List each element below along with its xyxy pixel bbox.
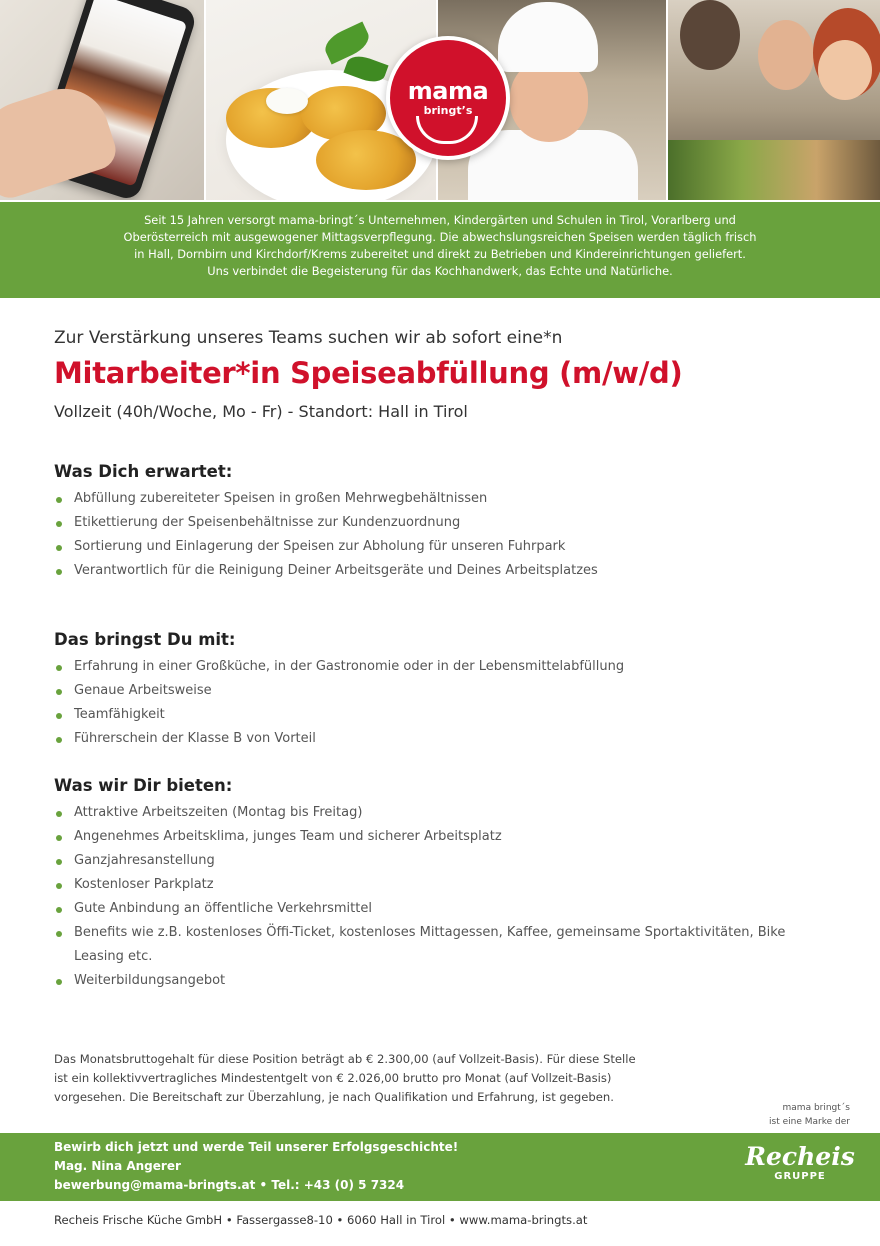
- chef-hat-image: [498, 2, 598, 72]
- footer-address: Recheis Frische Küche GmbH • Fassergasse8-10 • 6060 Hall in Tirol • www.mama-bringts.at: [54, 1213, 588, 1227]
- photo-people-eating: [668, 0, 880, 200]
- salary-info: [54, 1050, 694, 1107]
- list-item: Verantwortlich für die Reinigung Deiner Arbeitsgeräte und Deines Arbeitsplatzes: [54, 559, 834, 583]
- contact-details[interactable]: bewerbung@mama-bringts.at • Tel.: +43 (0) 5 7324: [54, 1178, 405, 1192]
- intro-line-3: in Hall, Dornbirn und Kirchdorf/Krems zubereitet und direkt zu Betrieben und Kindereinrichtungen geliefert.: [134, 247, 746, 261]
- section-bring-list: [54, 655, 834, 751]
- mama-bringts-logo: [386, 36, 510, 160]
- list-item: Abfüllung zubereiteter Speisen in großen Mehrwegbehältnissen: [54, 487, 834, 511]
- list-item: Teamfähigkeit: [54, 703, 834, 727]
- brand-note: [740, 1101, 850, 1129]
- intro-line-4: Uns verbindet die Begeisterung für das Kochhandwerk, das Echte und Natürliche.: [207, 264, 673, 278]
- logo-line1: mama: [407, 77, 489, 105]
- list-item: Benefits wie z.B. kostenloses Öffi-Ticket, kostenloses Mittagessen, Kaffee, gemeinsame Sportaktivitäten, Bike Leasing etc.: [54, 921, 834, 969]
- section-expect-list: [54, 487, 834, 583]
- list-item: Etikettierung der Speisenbehältnisse zur Kundenzuordnung: [54, 511, 834, 535]
- salary-line-3: vorgesehen. Die Bereitschaft zur Überzahlung, je nach Qualifikation und Erfahrung, ist gegeben.: [54, 1090, 614, 1104]
- brand-note-line-2: ist eine Marke der: [769, 1117, 850, 1127]
- list-item: Ganzjahresanstellung: [54, 849, 834, 873]
- list-item: Genaue Arbeitsweise: [54, 679, 834, 703]
- list-item: Erfahrung in einer Großküche, in der Gastronomie oder in der Lebensmittelabfüllung: [54, 655, 834, 679]
- list-item: Attraktive Arbeitszeiten (Montag bis Freitag): [54, 801, 834, 825]
- section-bring: [54, 630, 834, 751]
- brand-note-line-1: mama bringt´s: [782, 1103, 850, 1113]
- job-subtitle: Vollzeit (40h/Woche, Mo - Fr) - Standort: Hall in Tirol: [54, 402, 468, 421]
- list-item: Führerschein der Klasse B von Vorteil: [54, 727, 834, 751]
- list-item: Angenehmes Arbeitsklima, junges Team und sicherer Arbeitsplatz: [54, 825, 834, 849]
- salary-line-1: Das Monatsbruttogehalt für diese Position beträgt ab € 2.300,00 (auf Vollzeit-Basis). Für diese Stelle: [54, 1052, 636, 1066]
- contact-band: [0, 1133, 880, 1201]
- section-expect: [54, 462, 834, 583]
- section-bring-heading: Das bringst Du mit:: [54, 630, 236, 649]
- photo-smartphone-app: [0, 0, 204, 200]
- section-expect-heading: Was Dich erwartet:: [54, 462, 233, 481]
- header-photo-strip: [0, 0, 880, 200]
- intro-band: [0, 202, 880, 298]
- recheis-logo-name: Recheis: [745, 1142, 855, 1171]
- list-item: Weiterbildungsangebot: [54, 969, 834, 993]
- recheis-logo-sub: GRUPPE: [774, 1171, 826, 1182]
- logo-smile-icon: [416, 116, 478, 144]
- salary-line-2: ist ein kollektivvertragliches Mindestentgelt von € 2.026,00 brutto pro Monat (auf Vollzeit-Basis): [54, 1071, 612, 1085]
- contact-name: Mag. Nina Angerer: [54, 1159, 181, 1173]
- section-offer-heading: Was wir Dir bieten:: [54, 776, 233, 795]
- section-offer: [54, 776, 834, 993]
- list-item: Sortierung und Einlagerung der Speisen zur Abholung für unseren Fuhrpark: [54, 535, 834, 559]
- list-item: Kostenloser Parkplatz: [54, 873, 834, 897]
- recheis-logo: [740, 1143, 860, 1182]
- headline-lead: Zur Verstärkung unseres Teams suchen wir ab sofort eine*n: [54, 328, 563, 348]
- job-title: Mitarbeiter*in Speiseabfüllung (m/w/d): [54, 356, 683, 390]
- section-offer-list: [54, 801, 834, 993]
- intro-line-1: Seit 15 Jahren versorgt mama-bringt´s Unternehmen, Kindergärten und Schulen in Tirol, Vorarlberg und: [144, 213, 736, 227]
- logo-line2: bringt’s: [423, 104, 473, 117]
- list-item: Gute Anbindung an öffentliche Verkehrsmittel: [54, 897, 834, 921]
- intro-line-2: Oberösterreich mit ausgewogener Mittagsverpflegung. Die abwechslungsreichen Speisen werden täglich frisch: [123, 230, 757, 244]
- contact-cta: Bewirb dich jetzt und werde Teil unserer Erfolgsgeschichte!: [54, 1140, 459, 1154]
